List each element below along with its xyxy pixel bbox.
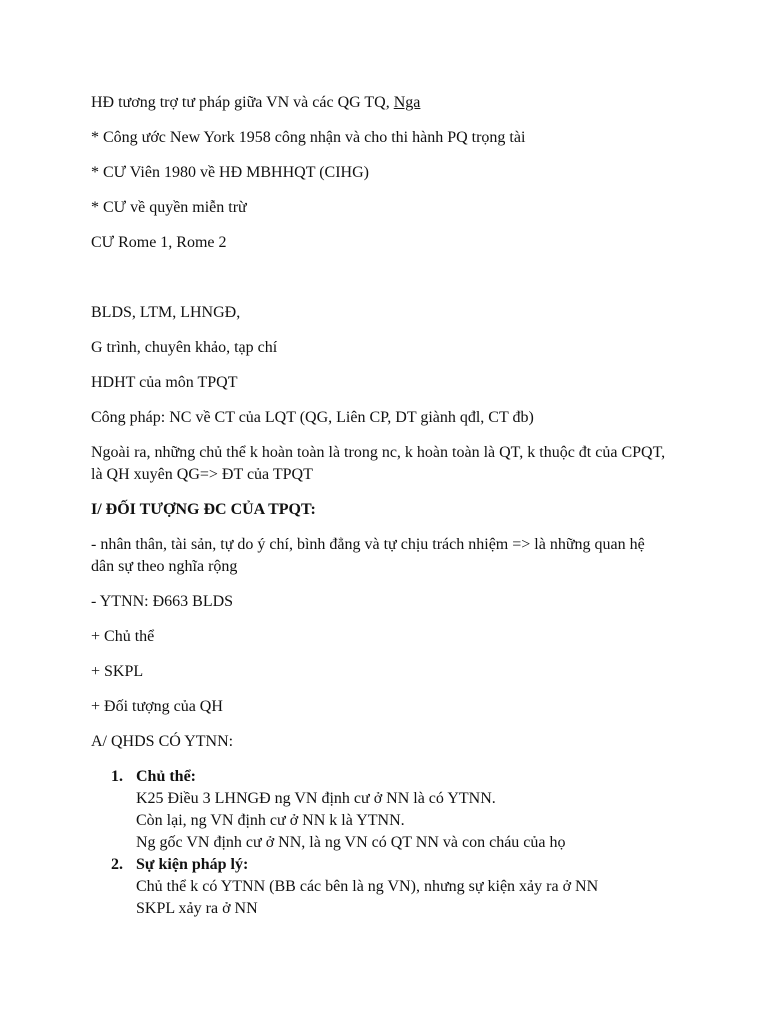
list-item-title: Chủ thể: (136, 768, 197, 785)
list-item-line: Còn lại, ng VN định cư ở NN k là YTNN. (136, 812, 405, 829)
document-page (91, 92, 671, 920)
subsection-heading: A/ QHDS CÓ YTNN: (91, 733, 234, 750)
paragraph-subject: + Chủ thể (91, 628, 155, 645)
list-item (91, 854, 671, 920)
paragraph-vienna-convention: * CƯ Viên 1980 về HĐ MBHHQT (CIHG) (91, 164, 369, 181)
paragraph-materials: G trình, chuyên khảo, tạp chí (91, 339, 278, 356)
numbered-list (91, 766, 671, 920)
list-item-line: Ng gốc VN định cư ở NN, là ng VN có QT NN và con cháu của họ (136, 834, 566, 851)
section-heading: I/ ĐỐI TƯỢNG ĐC CỦA TPQT: (91, 501, 316, 518)
list-item-line: SKPL xảy ra ở NN (136, 900, 258, 917)
paragraph-immunity-convention: * CƯ về quyền miễn trừ (91, 199, 247, 216)
paragraph-course-guide: HDHT của môn TPQT (91, 374, 238, 391)
paragraph-public-law: Công pháp: NC về CT của LQT (QG, Liên CP, DT giành qđl, CT đb) (91, 409, 534, 426)
paragraph-rome-convention: CƯ Rome 1, Rome 2 (91, 234, 227, 251)
list-item-title: Sự kiện pháp lý: (136, 856, 249, 873)
paragraph-object: + Đối tượng của QH (91, 698, 223, 715)
underlined-word: Nga (393, 94, 421, 111)
paragraph-other-subjects: Ngoài ra, những chủ thể k hoàn toàn là trong nc, k hoàn toàn là QT, k thuộc đt của CPQT, là QH xuyên QG=> ĐT của TPQT (91, 444, 666, 483)
paragraph-foreign-element: - YTNN: Đ663 BLDS (91, 593, 234, 610)
list-item-line: K25 Điều 3 LHNGĐ ng VN định cư ở NN là có YTNN. (136, 790, 496, 807)
paragraph-legal-event: + SKPL (91, 663, 144, 680)
paragraph-civil-relations: - nhân thân, tài sản, tự do ý chí, bình đẳng và tự chịu trách nhiệm => là những quan hệ dân sự theo nghĩa rộng (91, 536, 645, 575)
list-number: 2. (111, 856, 123, 873)
paragraph-mutual-legal-assistance (91, 92, 671, 114)
paragraph-laws: BLDS, LTM, LHNGĐ, (91, 304, 241, 321)
paragraph-text: HĐ tương trợ tư pháp giữa VN và các QG TQ, (91, 94, 394, 111)
paragraph-new-york-convention: * Công ước New York 1958 công nhận và cho thi hành PQ trọng tài (91, 129, 526, 146)
list-item (91, 766, 671, 854)
list-number: 1. (111, 768, 123, 785)
blank-line (91, 267, 671, 302)
list-item-line: Chủ thể k có YTNN (BB các bên là ng VN), nhưng sự kiện xảy ra ở NN (136, 878, 599, 895)
